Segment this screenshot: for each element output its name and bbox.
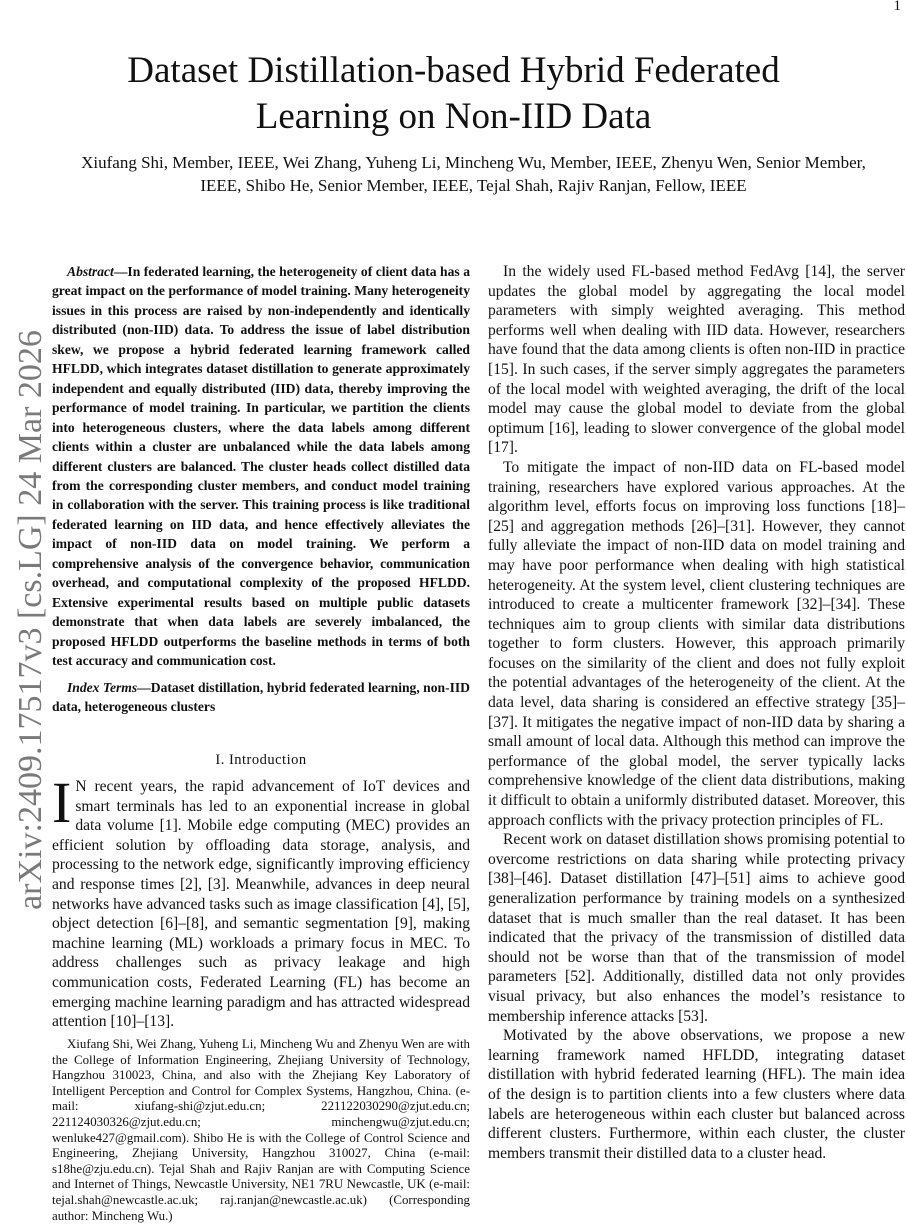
- abstract-text: —In federated learning, the heterogeneity of client data has a great impact on the performance of model training. Many heterogeneity issues in this process are raised by non-independently and identically distributed (non-IID) data. To address the issue of label distribution skew, we propose a hybrid federated learning framework called HFLDD, which integrates dataset distillation to generate approximately independent and equally distributed (IID) data, thereby improving the performance of model training. In particular, we partition the clients into heterogeneous clusters, where the data labels among different clients within a cluster are unbalanced while the data labels among different clusters are balanced. The cluster heads collect distilled data from the corresponding cluster members, and conduct model training in collaboration with the server. This training process is like traditional federated learning on IID data, and hence effectively alleviates the impact of non-IID data on model training. We perform a comprehensive analysis of the convergence behavior, communication overhead, and computational complexity of the proposed HFLDD. Extensive experimental results based on multiple public datasets demonstrate that when data labels are severely imbalanced, the proposed HFLDD outperforms the baseline methods in terms of both test accuracy and communication cost.: [52, 264, 470, 669]
- paper-title: Dataset Distillation-based Hybrid Federated Learning on Non-IID Data: [127, 50, 780, 137]
- body-paragraph: To mitigate the impact of non-IID data on FL-based model training, researchers have explored various approaches. At the algorithm level, efforts focus on improving loss functions [18]–[25] and aggregation methods [26]–[31]. However, they cannot fully alleviate the impact of non-IID data on model training and may have poor performance when dealing with high statistical heterogeneity. At the system level, client clustering techniques are introduced to create a multicenter framework [32]–[34]. These techniques aim to group clients with similar data distributions together to form clusters. However, this approach primarily focuses on the similarity of the client and does not fully exploit the potential advantages of the heterogeneity of the client. At the data level, data sharing is considered an effective strategy [35]–[37]. It mitigates the negative impact of non-IID data by sharing a small amount of local data. Although this method can improve the performance of the global model, the server typically lacks comprehensive knowledge of the client data distributions, making it difficult to obtain a uniformly distributed dataset. Moreover, this approach conflicts with the privacy protection principles of FL.: [488, 458, 905, 829]
- intro-paragraph: [52, 770, 470, 1032]
- section-heading: I. Introduction: [215, 752, 307, 769]
- index-terms-label: Index Terms: [67, 679, 138, 695]
- intro-text: N recent years, the rapid advancement of IoT devices and smart terminals has led to an exponential increase in global data volume [1]. Mobile edge computing (MEC) provides an efficient solution by offloading data storage, analysis, and processing to the network edge, significantly improving efficiency and response times [2], [3]. Meanwhile, advances in deep neural networks have advanced tasks such as image classification [4], [5], object detection [6]–[8], and semantic segmentation [9], making machine learning (ML) workloads a primary focus in MEC. To address challenges such as privacy leakage and high communication costs, Federated Learning (FL) has become an emerging machine learning paradigm and has attracted widespread attention [10]–[13].: [52, 778, 470, 1031]
- author-list: Xiufang Shi, Member, IEEE, Wei Zhang, Yuheng Li, Mincheng Wu, Member, IEEE, Zhenyu Wen, Senior Member, IEEE, Shibo He, Senior Member, IEEE, Tejal Shah, Rajiv Ranjan, Fellow, IEEE: [81, 153, 866, 195]
- author-footnote: Xiufang Shi, Wei Zhang, Yuheng Li, Mincheng Wu and Zhenyu Wen are with the College of Information Engineering, Zhejiang University of Technology, Hangzhou 310023, China, and also with the Zhejiang Key Laboratory of Intelligent Perception and Control for Complex Systems, Hangzhou, China. (e-mail: xiufang-shi@zjut.edu.cn; 221122030290@zjut.edu.cn; 221124030326@zjut.edu.cn; minchengwu@zjut.edu.cn; wenluke427@gmail.com). Shibo He is with the College of Control Science and Engineering, Zhejiang University, Hangzhou 310027, China (e-mail: s18he@zju.edu.cn). Tejal Shah and Rajiv Ranjan are with Computing Science and Internet of Things, Newcastle University, NE1 7RU Newcastle, UK (e-mail: tejal.shah@newcastle.ac.uk; raj.ranjan@newcastle.ac.uk) (Corresponding author: Mincheng Wu.): [52, 1037, 470, 1223]
- index-terms-text: —Dataset distillation, hybrid federated learning, non-IID data, heterogeneous clusters: [52, 679, 470, 714]
- abstract-label: Abstract: [67, 264, 114, 279]
- body-paragraph: In the widely used FL-based method FedAvg [14], the server updates the global model by aggregating the local model parameters with simply weighted averaging. This method performs well when dealing with IID data. However, researchers have found that the data among clients is often non-IID in practice [15]. In such cases, if the server simply aggregates the parameters of the local model with weighted averaging, the drift of the local model may cause the global model to deviate from the global optimum [16], leading to slower convergence of the global model [17].: [488, 263, 905, 457]
- body-paragraph: Recent work on dataset distillation shows promising potential to overcome restrictions on data sharing while protecting privacy [38]–[46]. Dataset distillation [47]–[51] aims to achieve good generalization performance by training models on a synthesized dataset that is much smaller than the real dataset. It has been indicated that the privacy of the transmission of distilled data should not be worse than that of the transmission of model parameters [52]. Additionally, distilled data not only provides visual privacy, but also enhances the model’s resistance to membership inference attacks [53].: [488, 831, 905, 1025]
- body-paragraph: Motivated by the above observations, we propose a new learning framework named HFLDD, integrating dataset distillation with hybrid federated learning (HFL). The main idea of the design is to partition clients into a few clusters where data labels are heterogeneous within each cluster but balanced across different clusters. Furthermore, within each cluster, the cluster members transmit their distilled data to a cluster head.: [488, 1027, 905, 1162]
- right-column: [488, 262, 905, 1163]
- drop-cap: I: [52, 770, 72, 836]
- page-number: 1: [893, 0, 901, 14]
- index-terms: [52, 678, 470, 717]
- abstract: [52, 262, 470, 671]
- arxiv-stamp: arXiv:2409.17517v3 [cs.LG] 24 Mar 2026: [12, 330, 49, 910]
- left-column: [52, 262, 470, 1032]
